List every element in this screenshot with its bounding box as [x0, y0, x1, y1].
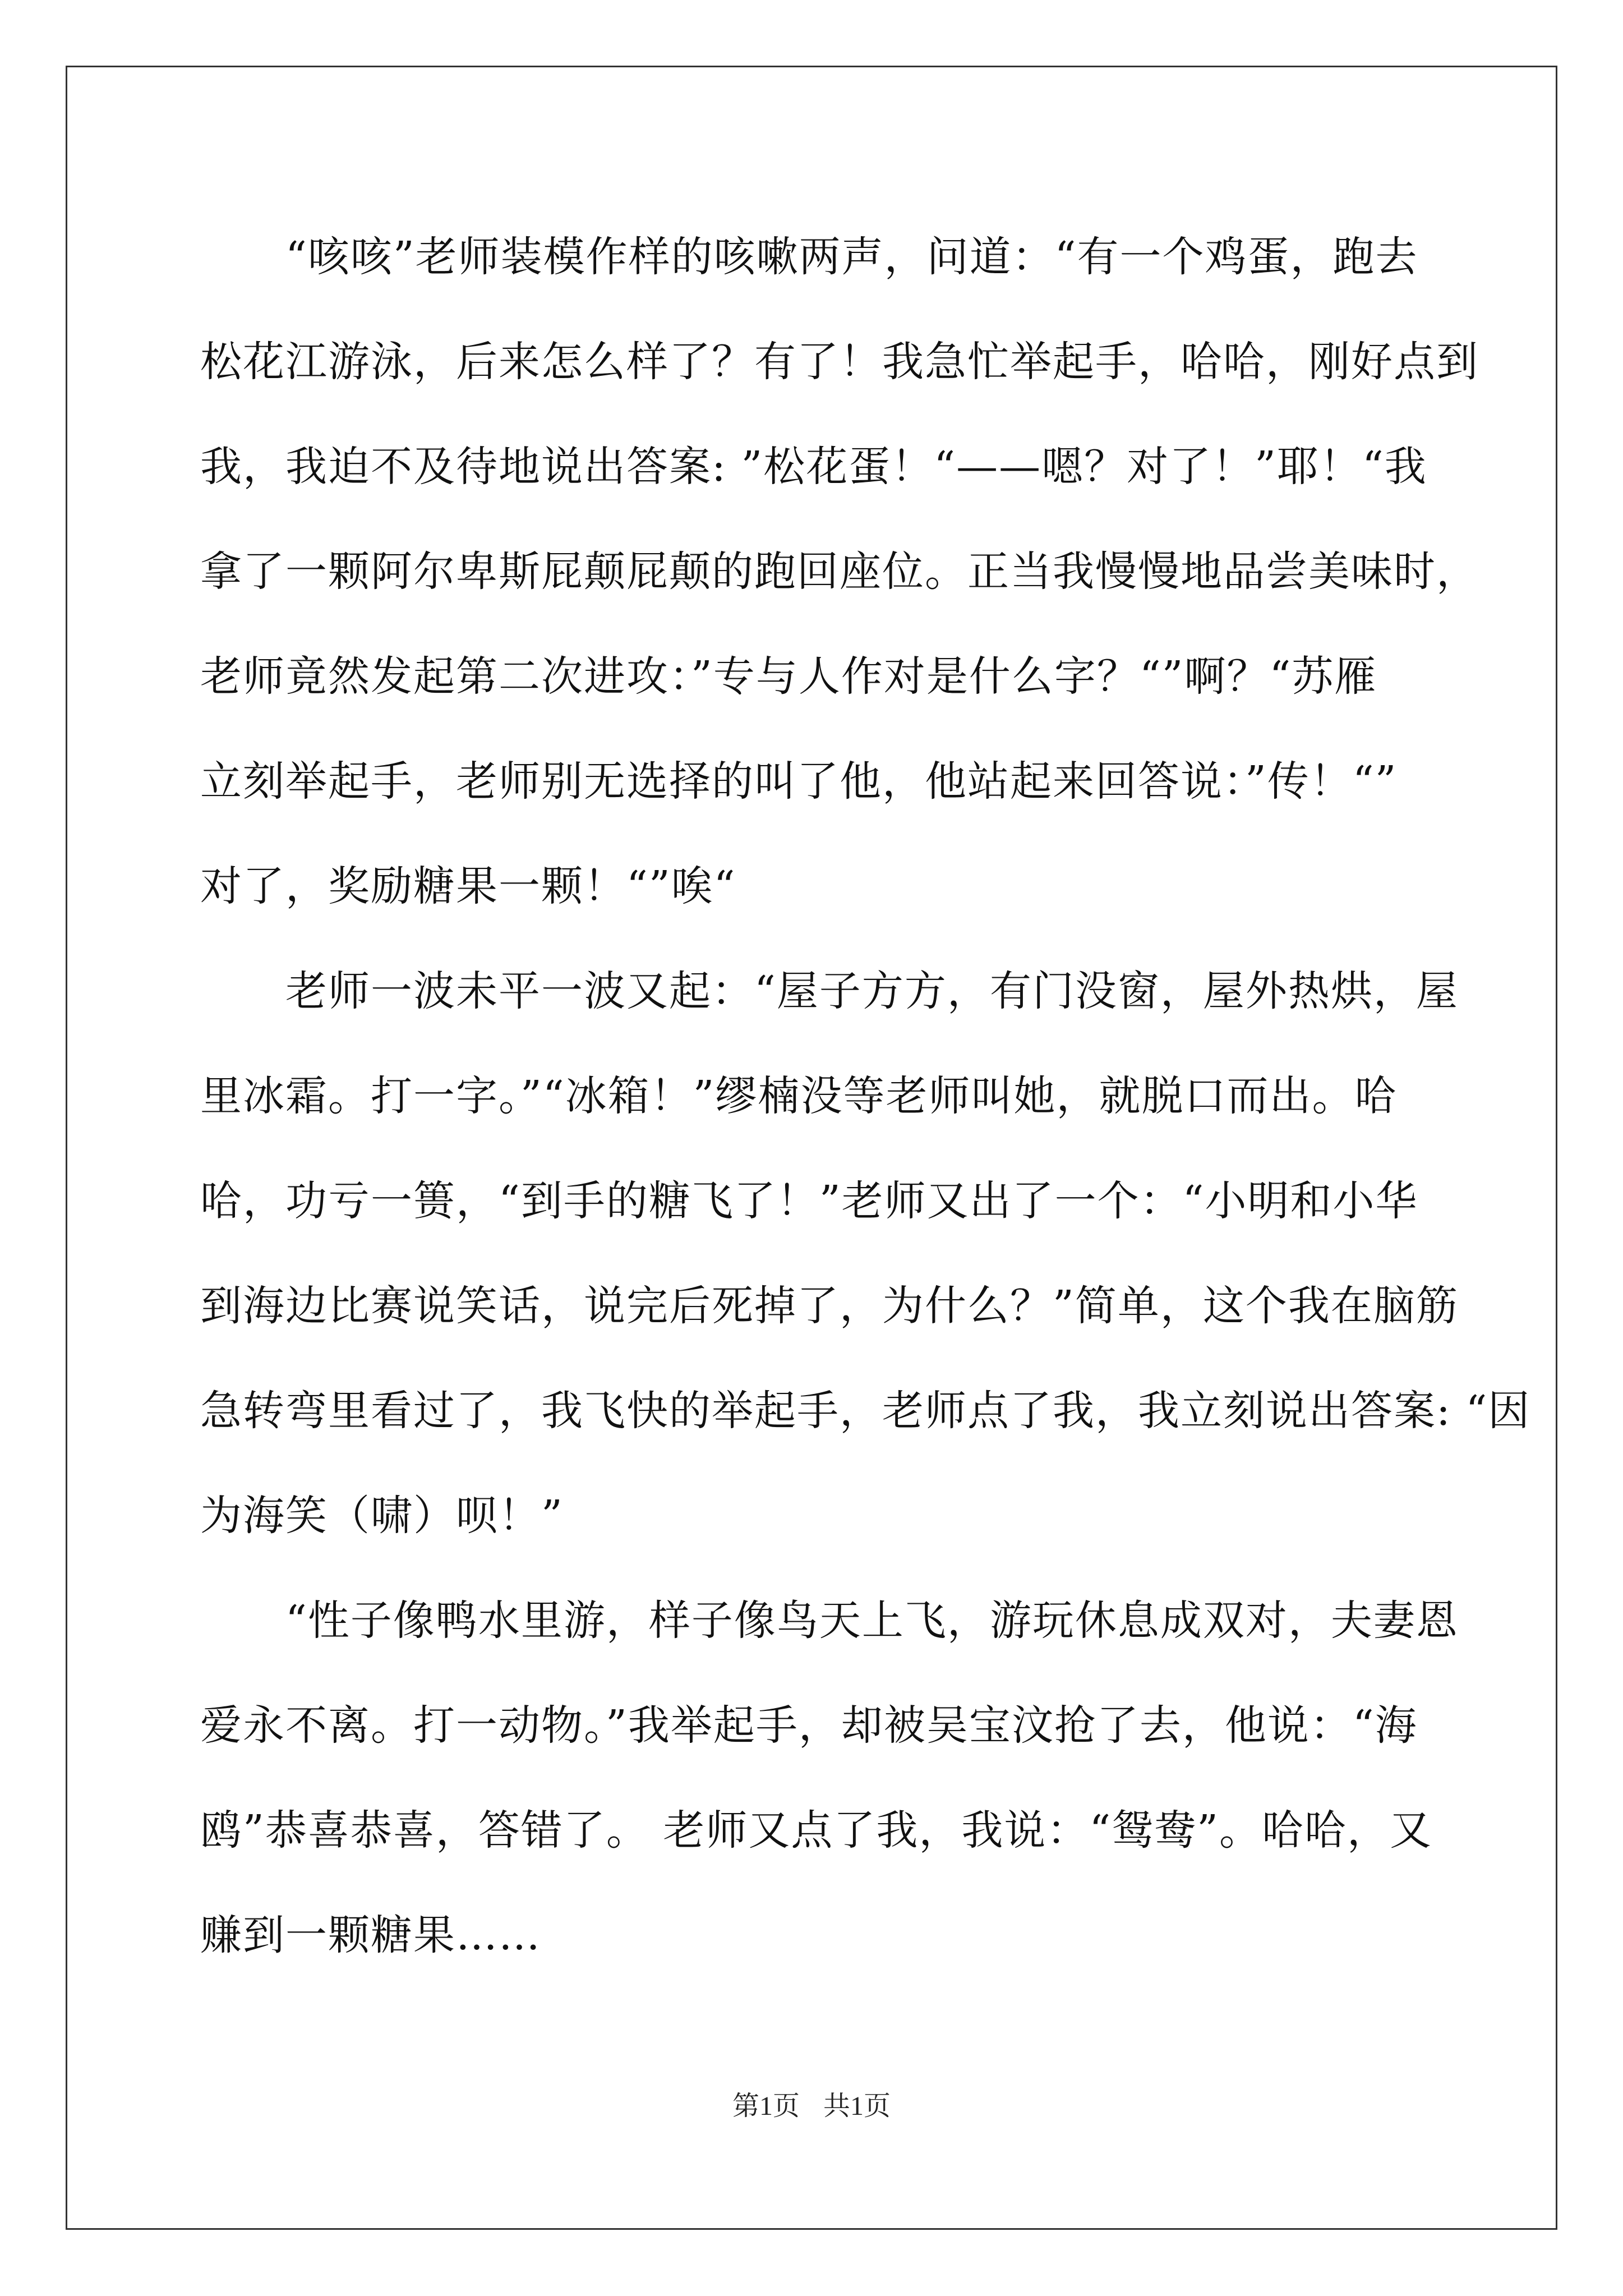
text-line: 哈，功亏一篑，“到手的糖飞了！”老师又出了一个：“小明和小华 [200, 1177, 1418, 1225]
text-line: 里冰霜。打一字。”“冰箱！”缪楠没等老师叫她，就脱口而出。哈 [200, 1072, 1398, 1120]
text-line: 立刻举起手，老师别无选择的叫了他，他站起来回答说：”传！“” [200, 757, 1398, 806]
text-line: 到海边比赛说笑话，说完后死掉了，为什么？”简单，这个我在脑筋 [200, 1282, 1459, 1330]
text-line: 鸥”恭喜恭喜，答错了。 老师又点了我，我说：“鸳鸯”。哈哈，又 [200, 1806, 1433, 1855]
document-body [200, 205, 1531, 1988]
text-line: 为海笑（啸）呗！” [200, 1492, 564, 1540]
text-line: 我，我迫不及待地说出答案: ”松花蛋！“——嗯？对了！”耶！“我 [200, 443, 1427, 491]
total-pages-label: 共1页 [823, 2091, 891, 2121]
text-line: 对了，奖励糖果一颗！“”唉“ [200, 862, 736, 910]
text-line: 拿了一颗阿尔卑斯屁颠屁颠的跑回座位。正当我慢慢地品尝美味时， [200, 547, 1479, 596]
text-line: 松花江游泳，后来怎么样了？有了！我急忙举起手，哈哈，刚好点到 [200, 338, 1479, 386]
text-line: “性子像鸭水里游，样子像鸟天上飞，游玩休息成双对，夫妻恩 [200, 1596, 1459, 1645]
text-line: 老师一波未平一波又起：“屋子方方，有门没窗，屋外热烘，屋 [200, 967, 1459, 1015]
current-page-label: 第1页 [732, 2091, 800, 2121]
text-line: 爱永不离。打一动物。”我举起手，却被吴宝汶抢了去，他说：“海 [200, 1701, 1418, 1750]
text-line: “咳咳”老师装模作样的咳嗽两声，问道：“有一个鸡蛋，跑去 [200, 233, 1418, 281]
text-line: 赚到一颗糖果…… [200, 1911, 541, 1959]
page-footer [0, 2084, 1623, 2123]
text-line: 急转弯里看过了，我飞快的举起手，老师点了我，我立刻说出答案: “因 [200, 1387, 1531, 1435]
text-line: 老师竟然发起第二次进攻：”专与人作对是什么字？“”啊？“苏雁 [200, 652, 1377, 701]
